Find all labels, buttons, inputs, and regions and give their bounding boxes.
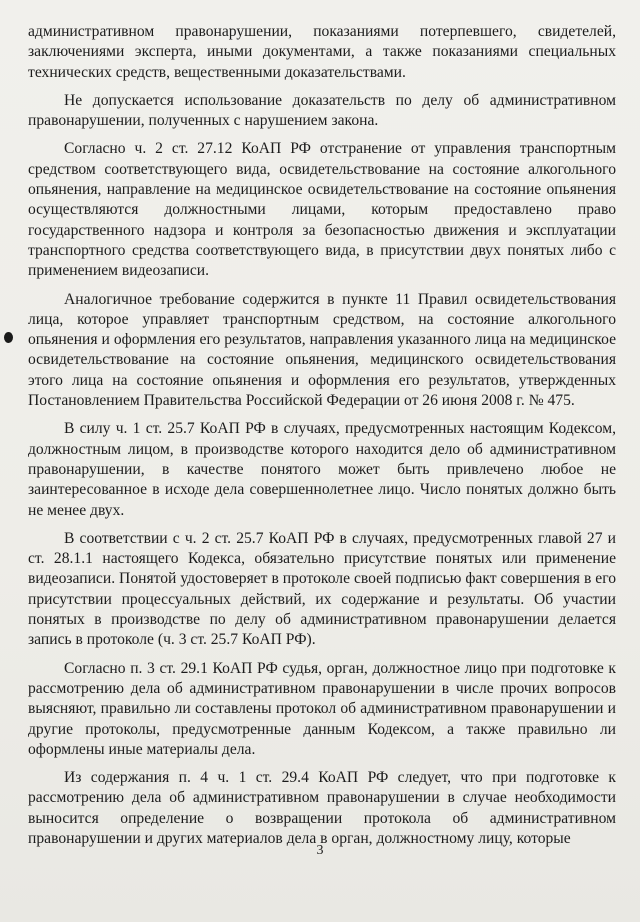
- paragraph-7: Согласно п. 3 ст. 29.1 КоАП РФ судья, орган, должностное лицо при подготовке к рассмотрению дела об административном правонарушении в числе прочих вопросов выясняют, правильно ли составлены протокол об административном правонарушении и другие протоколы, предусмотренные данным Кодексом, а также правильно ли оформлены иные материалы дела.: [28, 659, 616, 758]
- document-body: [28, 22, 616, 857]
- paragraph-1: административном правонарушении, показаниями потерпевшего, свидетелей, заключениями эксперта, иными документами, а также показаниями специальных технических средств, вещественными доказательствами.: [28, 23, 616, 81]
- paragraph-2: Не допускается использование доказательств по делу об административном правонарушении, полученных с нарушением закона.: [28, 91, 616, 130]
- paragraph-4: Аналогичное требование содержится в пункте 11 Правил освидетельствования лица, которое управляет транспортным средством, на состояние алкогольного опьянения и оформления его результатов, направления указанного лица на медицинское освидетельствование на состояние опьянения, медицинского освидетельствования этого лица на состояние опьянения и оформления его результатов, утвержденных Постановлением Правительства Российской Федерации от 26 июня 2008 г. № 475.: [28, 290, 616, 410]
- page-number: 3: [316, 843, 324, 858]
- punch-hole-mark: [4, 332, 13, 343]
- paragraph-8: Из содержания п. 4 ч. 1 ст. 29.4 КоАП РФ следует, что при подготовке к рассмотрению дела об административном правонарушении в случае необходимости выносится определение о возвращении протокола об административном правонарушении и других материалов дела в орган, должностному лицу, которые: [28, 769, 616, 847]
- paragraph-3: Согласно ч. 2 ст. 27.12 КоАП РФ отстранение от управления транспортным средством соответствующего вида, освидетельствование на состояние алкогольного опьянения, направление на медицинское освидетельствование на состояние опьянения осуществляются должностными лицами, которым предоставлено право государственного надзора и контроля за безопасностью движения и эксплуатации транспортного средства соответствующего вида, в присутствии двух понятых либо с применением видеозаписи.: [28, 140, 616, 280]
- paragraph-6: В соответствии с ч. 2 ст. 25.7 КоАП РФ в случаях, предусмотренных главой 27 и ст. 28.1.1 настоящего Кодекса, обязательно присутствие понятых или применение видеозаписи. Понятой удостоверяет в протоколе своей подписью факт совершения в его присутствии процессуальных действий, их содержание и результаты. Об участии понятых в производстве по делу об административном правонарушении делается запись в протоколе (ч. 3 ст. 25.7 КоАП РФ).: [28, 529, 616, 649]
- paragraph-5: В силу ч. 1 ст. 25.7 КоАП РФ в случаях, предусмотренных настоящим Кодексом, должностным лицом, в производстве которого находится дело об административном правонарушении, в качестве понятого может быть привлечено любое не заинтересованное в исходе дела совершеннолетнее лицо. Число понятых должно быть не менее двух.: [28, 420, 616, 519]
